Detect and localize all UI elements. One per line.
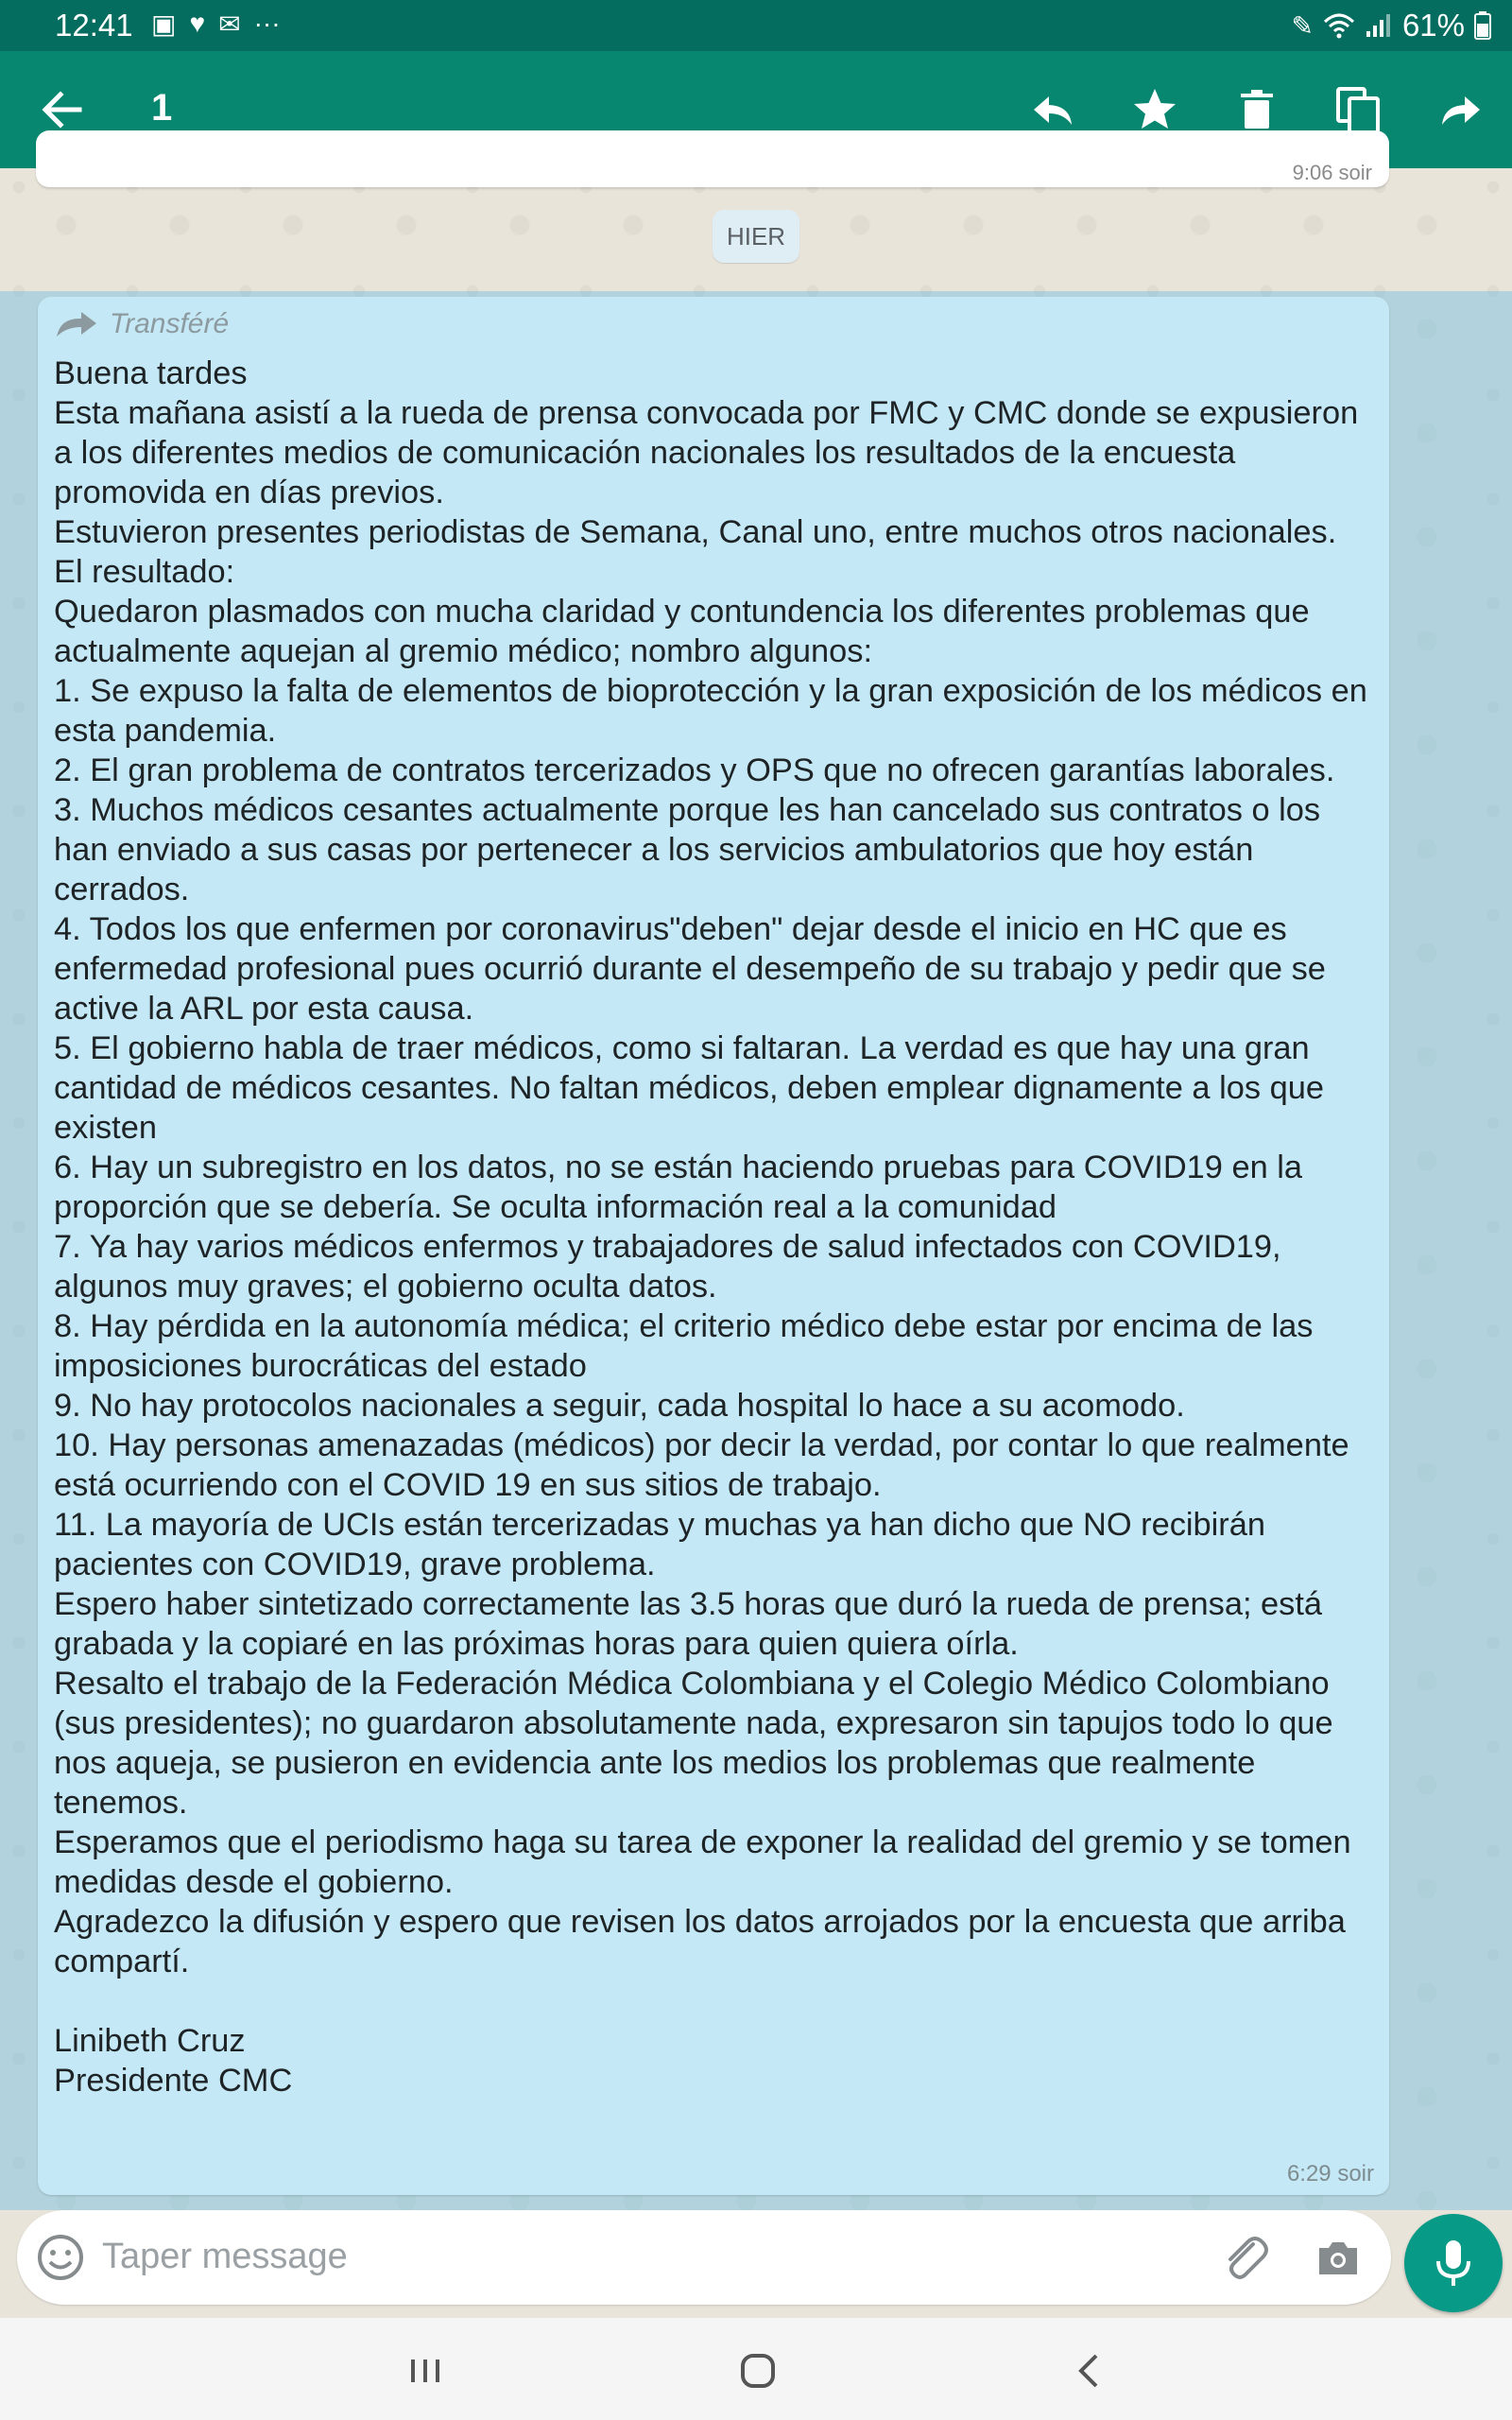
microphone-icon bbox=[1429, 2237, 1478, 2290]
status-right bbox=[1291, 8, 1491, 43]
delete-icon[interactable] bbox=[1228, 81, 1285, 138]
forwarded-label: Transféré bbox=[110, 308, 230, 339]
battery-level: 61% bbox=[1401, 8, 1465, 43]
message-bubble[interactable] bbox=[38, 297, 1389, 2195]
image-icon: ▣ bbox=[151, 9, 177, 39]
message-placeholder: Taper message bbox=[102, 2237, 348, 2276]
more-icon: ··· bbox=[253, 9, 281, 38]
battery-icon bbox=[1474, 11, 1491, 40]
signal-icon bbox=[1365, 12, 1393, 39]
system-navigation-bar bbox=[0, 2318, 1512, 2420]
edit-icon: ✎ bbox=[1291, 10, 1314, 41]
emoji-icon[interactable] bbox=[34, 2231, 87, 2284]
compose-bar bbox=[0, 2210, 1512, 2316]
status-bar bbox=[0, 0, 1512, 51]
notification-icons bbox=[151, 9, 281, 40]
message-text: Buena tardes Esta mañana asistí a la rueda de prensa convocada por FMC y CMC donde se expusieron a los diferentes medios de comunicación nacionales los resultados de la encuesta promovida en días previos. Estuvieron presentes periodistas de Semana, Canal uno, entre muchos otros nacionales. El resultado: Quedaron plasmados con mucha claridad y contundencia los diferentes problemas que actualmente aquejan al gremio médico; nombro algunos: 1. Se expuso la falta de elementos de bioprotección y la gran exposición de los médicos en esta pandemia. 2. El gran problema de contratos tercerizados y OPS que no ofrecen garantías laborales. 3. Muchos médicos cesantes actualmente porque les han cancelado sus contratos o los han enviado a sus casas por pertenecer a los servicios ambulatorios que hoy están cerrados. 4. Todos los que enfermen por coronavirus"deben" dejar desde el inicio en HC que es enfermedad profesional pues ocurrió durante el desempeño de su trabajo y pedir que se active la ARL por esta causa. 5. El gobierno habla de traer médicos, como si faltaran. La verdad es que hay una gran cantidad de médicos cesantes. No faltan médicos, deben emplear dignamente a los que existen 6. Hay un subregistro en los datos, no se están haciendo pruebas para COVID19 en la proporción que se debería. Se oculta información real a la comunidad 7. Ya hay varios médicos enfermos y trabajadores de salud infectados con COVID19, algunos muy graves; el gobierno oculta datos. 8. Hay pérdida en la autonomía médica; el criterio médico debe estar por encima de las imposiciones burocráticas del estado 9. No hay protocolos nacionales a seguir, cada hospital lo hace a su acomodo. 10. Hay personas amenazadas (médicos) por decir la verdad, por contar lo que realmente está ocurriendo con el COVID 19 en sus sitios de trabajo. 11. La mayoría de UCIs están tercerizadas y muchas ya han dicho que NO recibirán pacientes con COVID19, grave problema. Espero haber sintetizado correctamente las 3.5 horas que duró la rueda de prensa; está grabada y la copiaré en las próximas horas para quien quiera oírla. Resalto el trabajo de la Federación Médica Colombiana y el Colegio Médico Colombiano (sus presidentes); no guardaron absolutamente nada, expresaron sin tapujos todo lo que nos aqueja, se pusieron en evidencia ante los medios los problemas que realmente tenemos. Esperamos que el periodismo haga su tarea de exponer la realidad del gremio y se tomen medidas desde el gobierno. Agradezco la difusión y espero que revisen los datos arrojados por la encuesta que arriba compartí. Linibeth Cruz Presidente CMC bbox=[54, 355, 1367, 2099]
chat-area[interactable] bbox=[0, 161, 1512, 2210]
attach-icon[interactable] bbox=[1217, 2231, 1270, 2284]
status-time: 12:41 bbox=[55, 8, 133, 43]
nav-back-icon[interactable] bbox=[1062, 2342, 1119, 2399]
recent-apps-icon[interactable] bbox=[397, 2342, 454, 2399]
selected-count: 1 bbox=[151, 87, 173, 129]
back-arrow-icon[interactable] bbox=[34, 81, 91, 138]
previous-message-time: 9:06 soir bbox=[1292, 161, 1372, 184]
mail-icon: ✉ bbox=[218, 9, 241, 39]
message-input[interactable] bbox=[17, 2210, 1391, 2305]
voice-record-button[interactable] bbox=[1404, 2214, 1503, 2312]
previous-message-bubble[interactable] bbox=[36, 130, 1389, 187]
forwarded-icon bbox=[55, 308, 98, 340]
star-icon[interactable] bbox=[1126, 81, 1183, 138]
home-icon[interactable] bbox=[730, 2342, 786, 2399]
message-time: 6:29 soir bbox=[1286, 2161, 1374, 2187]
reply-icon[interactable] bbox=[1024, 81, 1081, 138]
forward-icon[interactable] bbox=[1433, 81, 1489, 138]
forwarded-indicator bbox=[55, 308, 229, 340]
heart-icon: ♥ bbox=[189, 9, 206, 38]
copy-icon[interactable] bbox=[1331, 81, 1387, 138]
date-separator: HIER bbox=[713, 210, 799, 263]
camera-icon[interactable] bbox=[1312, 2231, 1365, 2284]
wifi-icon bbox=[1323, 12, 1355, 39]
